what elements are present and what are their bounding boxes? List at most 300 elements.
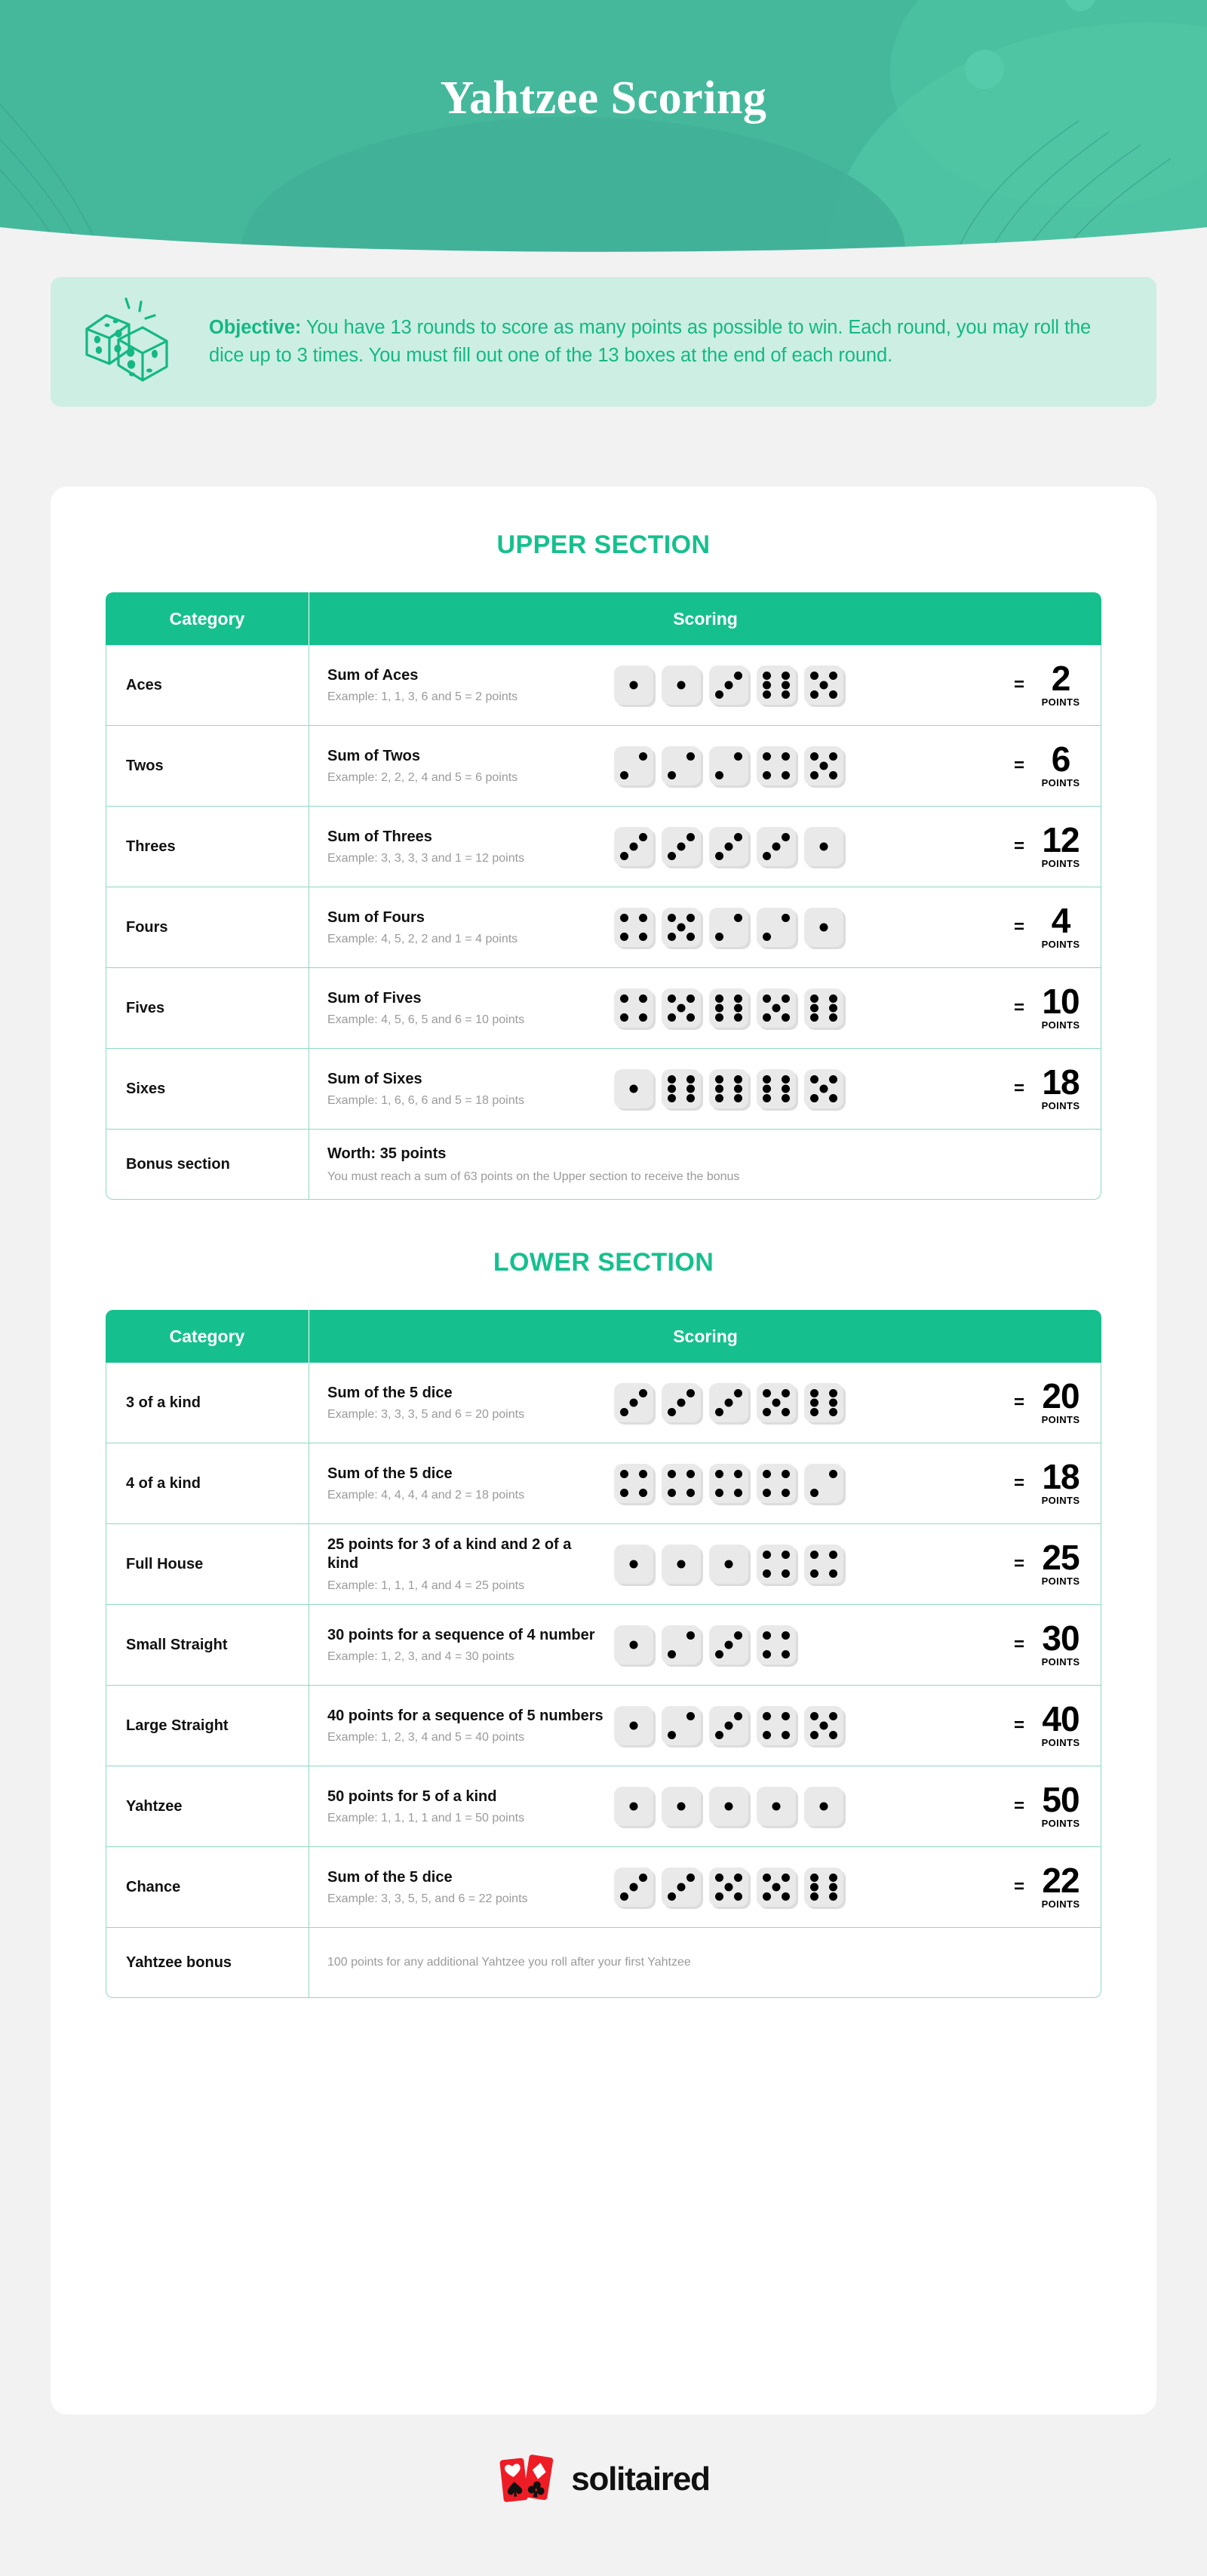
die-pip <box>715 1874 723 1882</box>
die-pip <box>763 1013 771 1022</box>
die-face-2 <box>709 908 748 947</box>
die-pip <box>763 1569 771 1578</box>
die-face-1 <box>709 1545 748 1584</box>
die-pip <box>763 681 771 690</box>
row-dice <box>614 1867 977 1907</box>
die-pip <box>782 1408 790 1416</box>
equals-sign: = <box>1013 1634 1024 1655</box>
row-description-example: Example: 3, 3, 3, 3 and 1 = 12 points <box>327 852 525 865</box>
die-pip <box>782 1712 790 1720</box>
row-description-title: 25 points for 3 of a kind and 2 of a kind <box>327 1536 572 1572</box>
row-description <box>327 1868 607 1906</box>
die-face-4 <box>614 988 653 1028</box>
die-pip <box>715 1408 723 1416</box>
die-pip <box>782 1569 790 1578</box>
die-pip <box>677 1399 686 1407</box>
die-pip <box>763 1489 771 1497</box>
die-face-2 <box>614 746 653 785</box>
row-points-value: 4 <box>1051 901 1070 941</box>
die-pip <box>810 1874 818 1882</box>
die-pip <box>639 833 647 841</box>
row-category: Fives <box>106 968 309 1049</box>
objective-banner <box>51 277 1156 407</box>
die-pip <box>725 1803 733 1811</box>
row-description-title: Sum of Twos <box>327 747 420 764</box>
die-face-5 <box>662 988 701 1028</box>
row-scoring <box>309 887 1101 968</box>
die-pip <box>677 681 686 690</box>
row-category: Threes <box>106 807 309 887</box>
row-dice <box>614 746 977 785</box>
row-points-label: POINTS <box>1041 857 1080 869</box>
table-header-row <box>106 592 1101 645</box>
die-pip <box>820 762 828 770</box>
die-pip <box>763 672 771 680</box>
row-description-title: Sum of Aces <box>327 666 419 684</box>
row-result <box>984 1457 1090 1506</box>
die-pip <box>734 994 742 1003</box>
die-pip <box>715 933 723 941</box>
die-pip <box>829 1094 837 1102</box>
die-pip <box>763 1650 771 1658</box>
die-face-4 <box>804 1545 843 1584</box>
die-pip <box>715 690 723 699</box>
row-result <box>984 739 1090 788</box>
die-pip <box>810 752 818 761</box>
row-points-label: POINTS <box>1041 1099 1080 1111</box>
row-points-value: 25 <box>1042 1538 1080 1578</box>
die-face-2 <box>804 1464 843 1503</box>
row-category: Sixes <box>106 1049 309 1130</box>
die-pip <box>763 752 771 761</box>
die-pip <box>715 1650 723 1658</box>
die-pip <box>630 843 638 851</box>
die-pip <box>620 994 628 1003</box>
die-pip <box>782 1650 790 1658</box>
table-row <box>106 807 1101 887</box>
die-face-6 <box>804 1867 843 1907</box>
die-pip <box>734 1094 742 1102</box>
die-pip <box>734 914 742 922</box>
objective-label: Objective: <box>209 316 302 338</box>
row-result <box>984 1699 1090 1748</box>
row-description <box>327 1465 607 1502</box>
die-pip <box>715 771 723 779</box>
lower-section-title: LOWER SECTION <box>493 1248 714 1277</box>
row-points-value: 12 <box>1042 820 1080 860</box>
row-result <box>984 1376 1090 1425</box>
row-description-example: Example: 2, 2, 2, 4 and 5 = 6 points <box>327 771 518 784</box>
row-result <box>984 901 1090 950</box>
die-pip <box>686 752 695 761</box>
die-pip <box>639 1874 647 1882</box>
die-pip <box>829 1389 837 1397</box>
equals-sign: = <box>1013 917 1024 937</box>
die-face-3 <box>709 1706 748 1745</box>
row-category: Aces <box>106 645 309 726</box>
die-pip <box>782 1094 790 1102</box>
die-pip <box>668 1094 676 1102</box>
page-title: Yahtzee Scoring <box>440 72 767 124</box>
die-face-5 <box>709 1867 748 1907</box>
die-pip <box>668 1470 676 1478</box>
row-result <box>984 1861 1090 1910</box>
row-result <box>984 1618 1090 1668</box>
row-dice <box>614 1069 977 1108</box>
lower-section-table <box>106 1310 1101 1998</box>
die-pip <box>734 1470 742 1478</box>
row-scoring <box>309 1049 1101 1130</box>
table-row <box>106 1363 1101 1443</box>
die-pip <box>686 933 695 941</box>
row-description-example: Example: 3, 3, 3, 5 and 6 = 20 points <box>327 1408 525 1421</box>
row-points-label: POINTS <box>1041 1413 1080 1425</box>
die-pip <box>782 771 790 779</box>
die-pip <box>639 1470 647 1478</box>
die-pip <box>782 1631 790 1640</box>
die-pip <box>620 852 628 860</box>
row-description <box>327 989 607 1027</box>
die-pip <box>829 1399 837 1407</box>
die-pip <box>763 1892 771 1901</box>
row-dice <box>614 1545 977 1584</box>
row-bonus-note: 100 points for any additional Yahtzee you roll after your first Yahtzee <box>327 1956 691 1969</box>
row-scoring <box>309 1686 1101 1766</box>
row-description-example: Example: 1, 6, 6, 6 and 5 = 18 points <box>327 1094 525 1107</box>
die-pip <box>630 1722 638 1730</box>
row-description <box>327 666 607 704</box>
row-dice <box>614 908 977 947</box>
die-pip <box>763 1712 771 1720</box>
row-points-value: 22 <box>1042 1861 1080 1901</box>
die-face-3 <box>662 1867 701 1907</box>
die-pip <box>829 752 837 761</box>
equals-sign: = <box>1013 1078 1024 1099</box>
row-result <box>984 1062 1090 1111</box>
row-category: Chance <box>106 1847 309 1928</box>
row-description-title: Sum of the 5 dice <box>327 1465 453 1482</box>
die-pip <box>677 843 686 851</box>
die-pip <box>725 1399 733 1407</box>
row-category: Small Straight <box>106 1605 309 1686</box>
row-category: Yahtzee bonus <box>106 1928 309 1998</box>
die-pip <box>782 1389 790 1397</box>
die-pip <box>620 1408 628 1416</box>
die-pip <box>620 933 628 941</box>
die-pip <box>639 752 647 761</box>
die-pip <box>772 1004 781 1013</box>
die-pip <box>782 1874 790 1882</box>
die-pip <box>734 1631 742 1640</box>
die-pip <box>668 852 676 860</box>
die-face-3 <box>709 666 748 705</box>
row-description <box>327 1707 607 1744</box>
die-pip <box>715 1731 723 1739</box>
table-header-row <box>106 1310 1101 1363</box>
die-face-4 <box>757 1464 796 1503</box>
die-pip <box>686 1075 695 1084</box>
die-pip <box>763 852 771 860</box>
die-pip <box>686 1631 695 1640</box>
die-pip <box>734 833 742 841</box>
die-pip <box>668 1731 676 1739</box>
die-pip <box>810 1883 818 1892</box>
die-pip <box>630 1803 638 1811</box>
die-pip <box>782 752 790 761</box>
die-pip <box>829 1883 837 1892</box>
die-pip <box>763 1085 771 1093</box>
equals-sign: = <box>1013 1473 1024 1493</box>
row-description-title: Sum of the 5 dice <box>327 1868 453 1886</box>
column-header-category: Category <box>106 1310 309 1363</box>
die-pip <box>620 1470 628 1478</box>
die-pip <box>620 1489 628 1497</box>
row-category: 4 of a kind <box>106 1443 309 1524</box>
die-face-6 <box>709 1069 748 1108</box>
row-scoring <box>309 1524 1101 1605</box>
table-row <box>106 1605 1101 1686</box>
die-pip <box>763 1075 771 1084</box>
row-scoring <box>309 726 1101 807</box>
logo-text: solitaired <box>571 2461 710 2498</box>
die-pip <box>820 1085 828 1093</box>
equals-sign: = <box>1013 1554 1024 1574</box>
die-face-3 <box>662 1383 701 1422</box>
row-description <box>327 1384 607 1422</box>
die-pip <box>734 672 742 680</box>
die-pip <box>715 852 723 860</box>
die-pip <box>782 1075 790 1084</box>
die-pip <box>725 843 733 851</box>
row-category: Full House <box>106 1524 309 1605</box>
table-row <box>106 645 1101 726</box>
die-pip <box>810 1094 818 1102</box>
die-pip <box>734 1489 742 1497</box>
die-pip <box>620 771 628 779</box>
die-pip <box>782 994 790 1003</box>
die-pip <box>686 1470 695 1478</box>
die-face-2 <box>757 908 796 947</box>
die-pip <box>829 1731 837 1739</box>
die-face-5 <box>804 1069 843 1108</box>
row-scoring <box>309 1130 1101 1200</box>
row-result <box>984 982 1090 1031</box>
row-description-title: Sum of Sixes <box>327 1070 422 1087</box>
die-pip <box>677 1883 686 1892</box>
die-face-2 <box>709 746 748 785</box>
die-pip <box>829 1569 837 1578</box>
die-face-3 <box>614 827 653 866</box>
die-pip <box>734 1085 742 1093</box>
upper-section-table <box>106 592 1101 1200</box>
table-row <box>106 968 1101 1049</box>
die-pip <box>782 1085 790 1093</box>
die-pip <box>639 1389 647 1397</box>
die-face-1 <box>614 1787 653 1826</box>
die-pip <box>686 1874 695 1882</box>
die-pip <box>715 1094 723 1102</box>
row-points-label: POINTS <box>1041 696 1080 708</box>
die-pip <box>763 1470 771 1478</box>
die-pip <box>829 1712 837 1720</box>
die-face-3 <box>662 827 701 866</box>
die-face-2 <box>662 746 701 785</box>
die-pip <box>782 681 790 690</box>
die-pip <box>639 1013 647 1022</box>
die-pip <box>630 1085 638 1093</box>
die-face-1 <box>757 1787 796 1826</box>
die-face-5 <box>804 746 843 785</box>
die-face-2 <box>662 1706 701 1745</box>
row-description-example: Example: 3, 3, 5, 5, and 6 = 22 points <box>327 1892 528 1905</box>
die-pip <box>810 1408 818 1416</box>
die-pip <box>763 690 771 699</box>
row-points-value: 10 <box>1042 982 1080 1022</box>
row-points-value: 6 <box>1051 739 1070 779</box>
die-face-4 <box>757 1545 796 1584</box>
row-points-label: POINTS <box>1041 1817 1080 1829</box>
table-row <box>106 1443 1101 1524</box>
die-face-5 <box>662 908 701 947</box>
die-pip <box>630 1641 638 1649</box>
die-pip <box>772 843 781 851</box>
row-points-label: POINTS <box>1041 1019 1080 1031</box>
die-pip <box>820 924 828 932</box>
column-header-scoring: Scoring <box>309 1310 1101 1363</box>
die-face-4 <box>757 746 796 785</box>
die-face-1 <box>614 1706 653 1745</box>
die-pip <box>763 1551 771 1559</box>
die-pip <box>734 752 742 761</box>
die-pip <box>782 1470 790 1478</box>
die-face-3 <box>709 1625 748 1665</box>
die-pip <box>829 1874 837 1882</box>
die-pip <box>820 681 828 690</box>
die-pip <box>829 1892 837 1901</box>
playing-cards-icon <box>497 2452 561 2507</box>
die-pip <box>810 1399 818 1407</box>
die-pip <box>820 1803 828 1811</box>
die-pip <box>677 1004 686 1013</box>
die-face-5 <box>757 1383 796 1422</box>
die-pip <box>782 1013 790 1022</box>
row-description-example: Example: 1, 1, 1, 4 and 4 = 25 points <box>327 1578 525 1592</box>
row-dice <box>614 1787 977 1826</box>
equals-sign: = <box>1013 675 1024 695</box>
die-pip <box>715 1085 723 1093</box>
die-pip <box>639 1489 647 1497</box>
row-description-example: Example: 4, 4, 4, 4 and 2 = 18 points <box>327 1489 525 1502</box>
die-pip <box>725 1883 733 1892</box>
row-scoring <box>309 1928 1101 1998</box>
die-pip <box>686 1085 695 1093</box>
die-pip <box>810 771 818 779</box>
die-pip <box>763 1094 771 1102</box>
die-pip <box>829 994 837 1003</box>
die-pip <box>763 1631 771 1640</box>
row-category: Yahtzee <box>106 1766 309 1847</box>
die-pip <box>782 914 790 922</box>
die-face-6 <box>709 988 748 1028</box>
table-row <box>106 1686 1101 1766</box>
die-pip <box>810 1389 818 1397</box>
die-pip <box>677 924 686 932</box>
row-description <box>327 1626 607 1664</box>
die-pip <box>763 933 771 941</box>
die-pip <box>810 1075 818 1084</box>
row-description-title: Worth: 35 points <box>327 1145 447 1163</box>
die-face-5 <box>804 1706 843 1745</box>
die-face-6 <box>757 1069 796 1108</box>
row-description <box>327 1535 607 1593</box>
row-dice <box>614 1625 977 1665</box>
die-pip <box>782 833 790 841</box>
die-pip <box>772 1399 781 1407</box>
die-face-1 <box>804 908 843 947</box>
die-pip <box>630 1883 638 1892</box>
row-description-example: Example: 4, 5, 2, 2 and 1 = 4 points <box>327 933 518 945</box>
die-pip <box>829 1004 837 1013</box>
die-face-6 <box>757 666 796 705</box>
die-pip <box>725 681 733 690</box>
die-pip <box>734 1712 742 1720</box>
row-description-example: Example: 1, 1, 3, 6 and 5 = 2 points <box>327 690 518 703</box>
die-pip <box>782 1489 790 1497</box>
die-pip <box>829 672 837 680</box>
row-points-value: 50 <box>1042 1780 1080 1820</box>
die-face-4 <box>709 1464 748 1503</box>
table-row-bonus <box>106 1928 1101 1998</box>
row-description-title: Sum of Threes <box>327 828 432 845</box>
die-pip <box>686 1094 695 1102</box>
equals-sign: = <box>1013 998 1024 1018</box>
row-points-label: POINTS <box>1041 776 1080 788</box>
die-pip <box>725 1641 733 1649</box>
page-header <box>0 0 1207 257</box>
row-description-title: 30 points for a sequence of 4 number <box>327 1626 595 1643</box>
equals-sign: = <box>1013 1392 1024 1412</box>
row-dice <box>614 1383 977 1422</box>
row-dice <box>614 1464 977 1503</box>
row-points-label: POINTS <box>1041 1655 1080 1668</box>
row-result <box>984 820 1090 869</box>
die-pip <box>668 914 676 922</box>
table-row <box>106 887 1101 968</box>
table-row-bonus <box>106 1130 1101 1200</box>
die-pip <box>782 1731 790 1739</box>
die-pip <box>725 1722 733 1730</box>
row-description <box>327 828 607 865</box>
row-scoring <box>309 1605 1101 1686</box>
die-pip <box>763 1389 771 1397</box>
row-description <box>327 1070 607 1108</box>
die-pip <box>725 1560 733 1569</box>
equals-sign: = <box>1013 1877 1024 1897</box>
table-row <box>106 1049 1101 1130</box>
row-points-value: 20 <box>1042 1376 1080 1416</box>
die-pip <box>829 771 837 779</box>
row-description <box>327 908 607 946</box>
row-description-example: Example: 1, 2, 3, 4 and 5 = 40 points <box>327 1731 525 1744</box>
die-pip <box>630 1399 638 1407</box>
die-pip <box>810 1551 818 1559</box>
die-pip <box>686 994 695 1003</box>
die-pip <box>810 994 818 1003</box>
table-row <box>106 1847 1101 1928</box>
die-face-4 <box>757 1625 796 1665</box>
equals-sign: = <box>1013 836 1024 856</box>
die-face-6 <box>662 1069 701 1108</box>
